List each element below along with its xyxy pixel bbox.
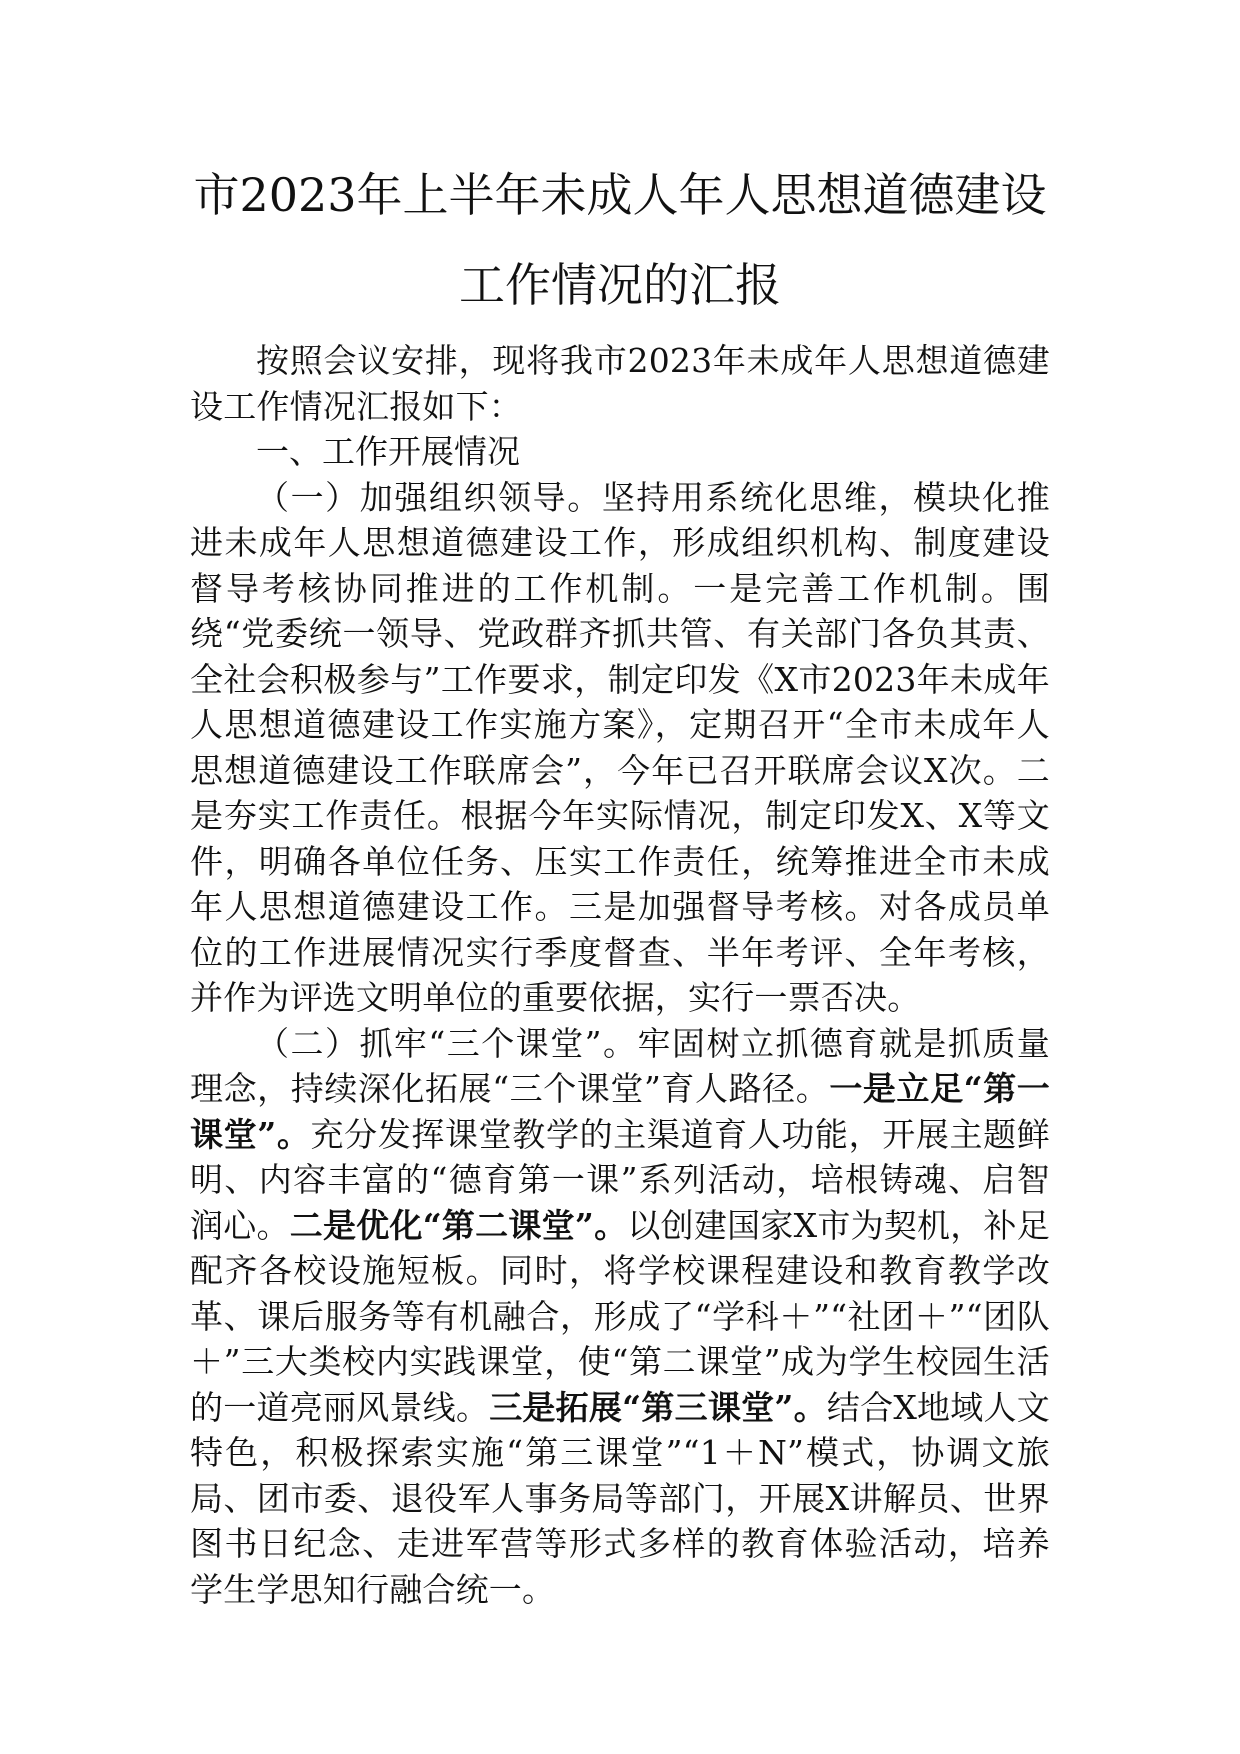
title-line-1: 市2023年上半年未成人年人思想道德建设 (193, 168, 1047, 222)
para2-lead: （二）抓牢“三个课堂”。牢固树立抓德育就是抓质量理念，持续深化拓展“三个课堂”育人路径。 (190, 1023, 1050, 1108)
point-three-text: 结合X地域人文特色，积极探索实施“第三课堂”“1＋N”模式，协调文旅局、团市委、退役军人事务局等部门，开展X讲解员、世界图书日纪念、走进军营等形式多样的教育体验活动，培养学生学思知行融合统一。 (190, 1387, 1050, 1609)
point-two-text: 以创建国家X市为契机，补足配齐各校设施短板。同时，将学校课程建设和教育教学改革、课后服务等有机融合，形成了“学科＋”“社团＋”“团队＋”三大类校内实践课堂，使“第二课堂”成为学生校园生活的一道亮丽风景线。 (190, 1205, 1050, 1427)
paragraph-organization: （一）加强组织领导。坚持用系统化思维，模块化推进未成年人思想道德建设工作，形成组织机构、制度建设督导考核协同推进的工作机制。一是完善工作机制。围绕“党委统一领导、党政群齐抓共管、有关部门各负其责、全社会积极参与”工作要求，制定印发《X市2023年未成年人思想道德建设工作实施方案》，定期召开“全市未成年人思想道德建设工作联席会”，今年已召开联席会议X次。二是夯实工作责任。根据今年实际情况，制定印发X、X等文件，明确各单位任务、压实工作责任，统筹推进全市未成年人思想道德建设工作。三是加强督导考核。对各成员单位的工作进展情况实行季度督查、半年考评、全年考核，并作为评选文明单位的重要依据，实行一票否决。 (190, 477, 1050, 1017)
document-page (190, 150, 1050, 1612)
point-one-text: 充分发挥课堂教学的主渠道育人功能，开展主题鲜明、内容丰富的“德育第一课”系列活动，培根铸魂、启智润心。 (190, 1114, 1050, 1245)
title-line-2: 工作情况的汇报 (459, 258, 781, 312)
document-body (190, 338, 1050, 1612)
paragraph-three-classrooms (190, 1021, 1050, 1613)
point-three-heading: 三是拓展“第三课堂”。 (489, 1387, 827, 1427)
intro-paragraph: 按照会议安排，现将我市2023年未成年人思想道德建设工作情况汇报如下： (190, 341, 1050, 426)
point-two-heading: 二是优化“第二课堂”。 (289, 1205, 628, 1245)
document-title (190, 150, 1050, 330)
point-one-heading: 一是立足“第一课堂”。 (190, 1069, 1050, 1154)
section-heading: 一、工作开展情况 (256, 432, 520, 471)
